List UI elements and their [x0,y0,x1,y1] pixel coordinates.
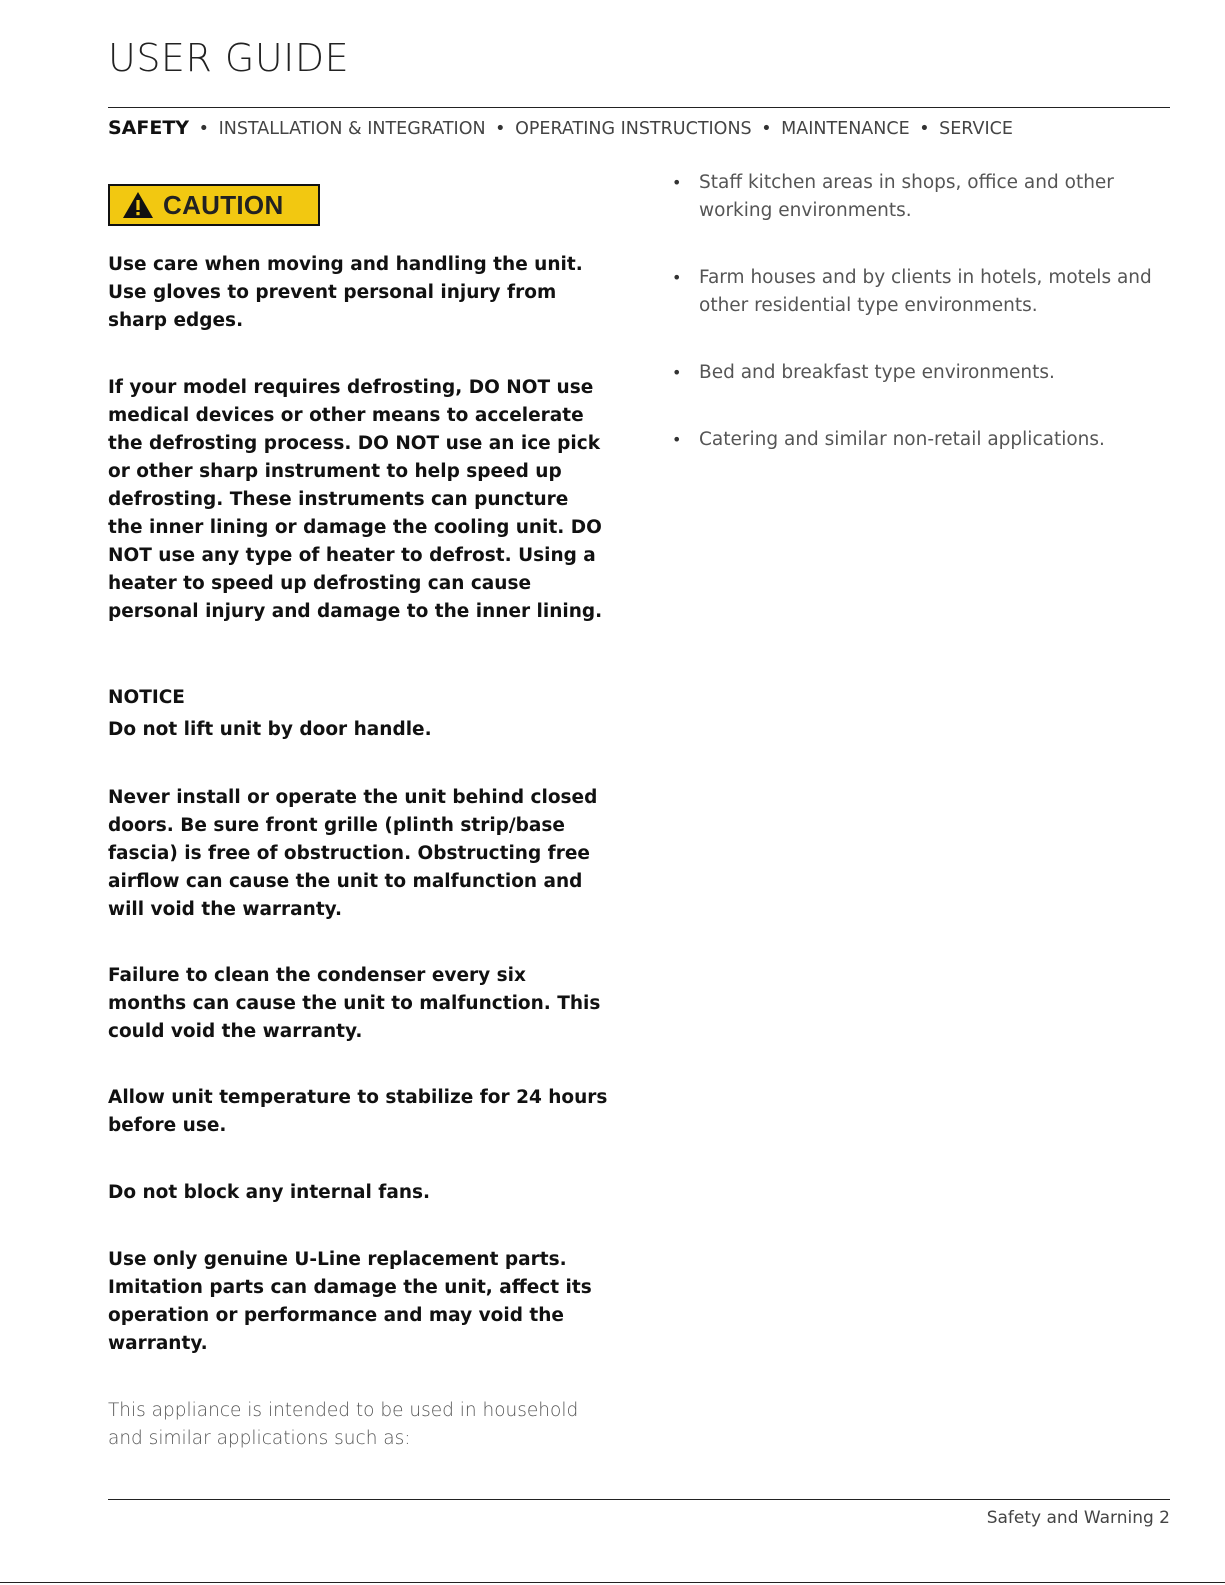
nav-item-operating[interactable]: OPERATING INSTRUCTIONS [515,119,752,139]
notice-heading: NOTICE [108,687,185,708]
list-item [672,359,1177,387]
notice-paragraph-stabilize: Allow unit temperature to stabilize for 24 hours before use. [108,1087,608,1136]
bullet-icon: • [672,363,682,382]
nav-separator: • [198,119,209,139]
notice-paragraph-door-handle: Do not lift unit by door handle. [108,719,432,740]
page-footer-label: Safety and Warning 2 [986,1508,1170,1528]
header-divider [108,107,1170,108]
list-item [672,169,1177,225]
footer-divider [108,1499,1170,1500]
nav-separator: • [495,119,506,139]
notice-paragraph-airflow: Never install or operate the unit behind closed doors. Be sure front grille (plinth strip/base fascia) is free of obstruction. Obstructing free airflow can cause the unit to malfunction and will void the warranty. [108,787,598,920]
usage-intro: This appliance is intended to be used in household and similar applications such as: [108,1400,579,1449]
page-bottom-edge [0,1582,1225,1583]
list-item-text: Staff kitchen areas in shops, office and other working environments. [699,172,1114,221]
list-item-text: Catering and similar non-retail applications. [699,429,1105,450]
nav-separator: • [761,119,772,139]
list-item-text: Farm houses and by clients in hotels, motels and other residential type environments. [699,267,1152,316]
caution-label: CAUTION [163,189,284,220]
section-nav [108,115,1013,142]
bullet-icon: • [672,430,682,449]
bullet-icon: • [672,268,682,287]
caution-paragraph-defrosting: If your model requires defrosting, DO NOT use medical devices or other means to accelerate the defrosting process. DO NOT use an ice pick or other sharp instrument to help speed up defrosting. These instruments can puncture the inner lining or damage the cooling unit. DO NOT use any type of heater to defrost. Using a heater to speed up defrosting can cause personal injury and damage to the inner lining. [108,377,603,622]
page-title: USER GUIDE [108,36,350,80]
list-item [672,264,1177,320]
notice-paragraph-condenser: Failure to clean the condenser every six months can cause the unit to malfunction. This could void the warranty. [108,965,601,1042]
caution-banner [108,184,320,226]
caution-paragraph-handling: Use care when moving and handling the unit. Use gloves to prevent personal injury from sharp edges. [108,254,583,331]
warning-triangle-icon [122,191,154,219]
nav-separator: • [919,119,930,139]
notice-paragraph-fans: Do not block any internal fans. [108,1182,431,1203]
nav-item-maintenance[interactable]: MAINTENANCE [781,119,910,139]
list-item [672,426,1177,454]
nav-item-service[interactable]: SERVICE [939,119,1013,139]
list-item-text: Bed and breakfast type environments. [699,362,1055,383]
nav-item-safety[interactable]: SAFETY [108,117,190,139]
bullet-icon: • [672,173,682,192]
nav-item-installation[interactable]: INSTALLATION & INTEGRATION [218,119,486,139]
notice-paragraph-parts: Use only genuine U-Line replacement parts. Imitation parts can damage the unit, affect its operation or performance and may void the warranty. [108,1249,592,1354]
